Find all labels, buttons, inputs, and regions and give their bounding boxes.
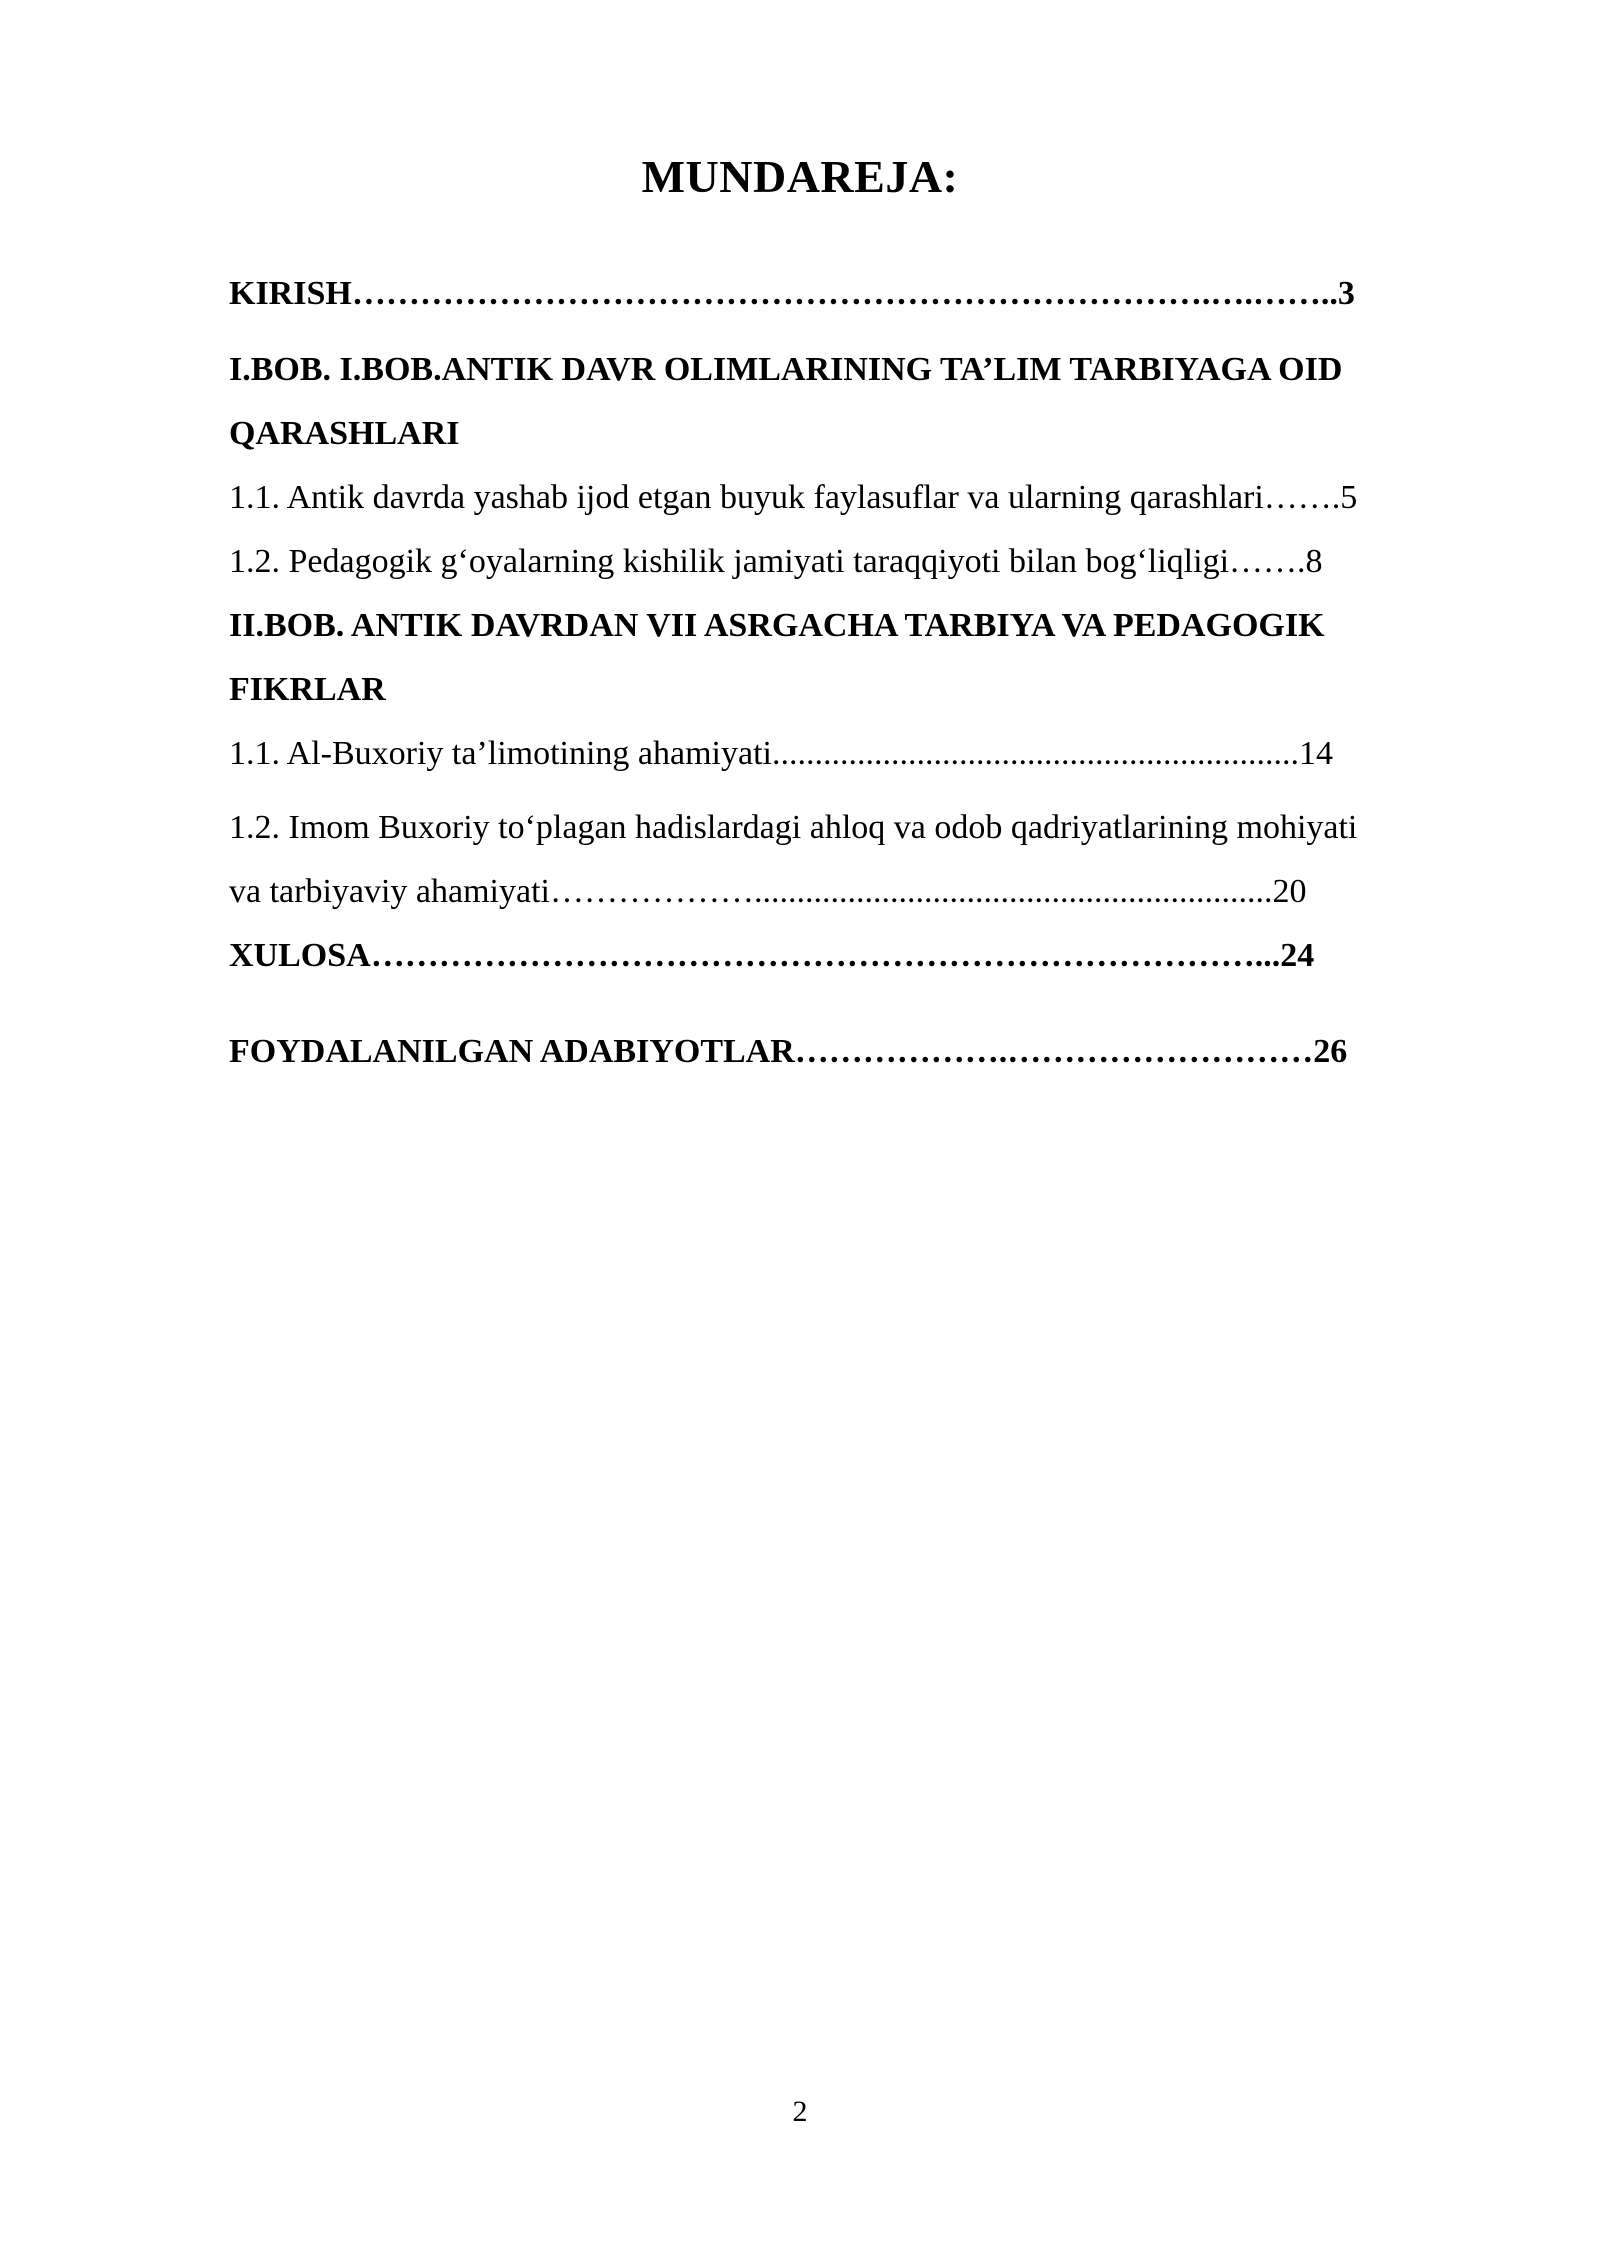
toc-entry-section-2-2-line1: 1.2. Imom Buxoriy to‘plagan hadislardagi ahloq va odob qadriyatlarining mohiyati <box>229 809 1358 846</box>
page-title: MUNDAREJA: <box>641 151 959 202</box>
toc-chapter-2-title-line1: II.BOB. ANTIK DAVRDAN VII ASRGACHA TARBIYA VA PEDAGOGIK <box>229 607 1325 644</box>
toc-entry-xulosa: XULOSA……………………………………………………………………...24 <box>229 937 1315 974</box>
toc-chapter-2-title-line2: FIKRLAR <box>229 671 386 708</box>
toc-entry-section-2-1: 1.1. Al-Buxoriy ta’limotining ahamiyati..............................................................14 <box>229 735 1333 772</box>
toc-entry-section-2-2-line2: va tarbiyaviy ahamiyati……………….............................................................20 <box>229 873 1307 910</box>
toc-entry-section-1-2: 1.2. Pedagogik g‘oyalarning kishilik jamiyati taraqqiyoti bilan bog‘liqligi…….8 <box>229 543 1323 580</box>
toc-entry-adabiyotlar: FOYDALANILGAN ADABIYOTLAR……………….………………………26 <box>229 1033 1348 1070</box>
toc-chapter-1-title-line1: I.BOB. I.BOB.ANTIK DAVR OLIMLARINING TA’LIM TARBIYAGA OID <box>229 351 1343 388</box>
toc-section-2-2 <box>229 796 1489 988</box>
toc-entry-kirish: KIRISH………………………………………………………………….….……..3 <box>229 275 1355 312</box>
toc-chapter-1 <box>229 338 1489 786</box>
toc-chapter-1-title-line2: QARASHLARI <box>229 415 460 452</box>
toc-entry-section-1-1: 1.1. Antik davrda yashab ijod etgan buyuk faylasuflar va ularning qarashlari…….5 <box>229 479 1358 516</box>
table-of-contents <box>229 262 1489 326</box>
toc-references <box>229 1020 1489 1084</box>
page-number: 2 <box>792 2095 808 2128</box>
